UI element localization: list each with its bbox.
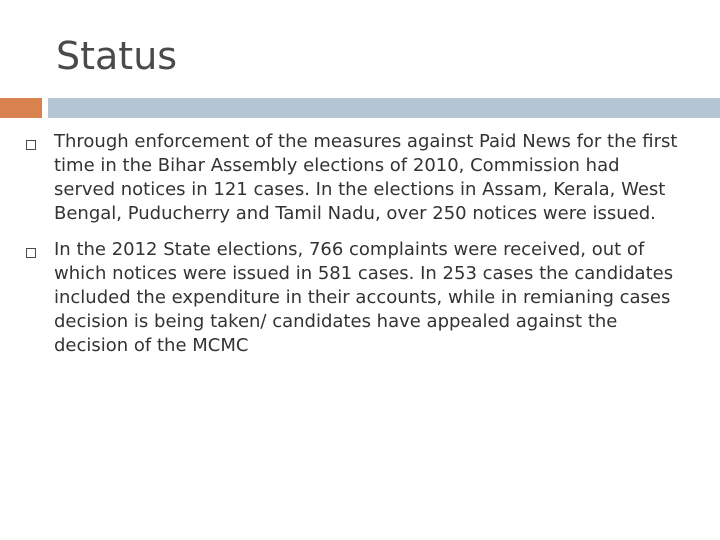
bullet-text: Through enforcement of the measures against Paid News for the first time in the Bihar Assembly elections of 2010, Commission had served notices in 121 cases. In the elections in Assam, Kerala, West Bengal, Puducherry and Tamil Nadu, over 250 notices were issued. [54,131,678,224]
accent-bar [0,98,42,118]
bullet-text: In the 2012 State elections, 766 complaints were received, out of which notices were issued in 581 cases. In 253 cases the candidates included the expenditure in their accounts, while in remianing cases decision is being taken/ candidates have appealed against the decision of the MCMC [54,239,674,356]
list-item [26,238,686,358]
bullet-list [26,130,686,370]
square-bullet-icon [26,140,36,150]
slide-title: Status [56,34,178,78]
square-bullet-icon [26,248,36,258]
list-item [26,130,686,226]
header-bar [48,98,720,118]
